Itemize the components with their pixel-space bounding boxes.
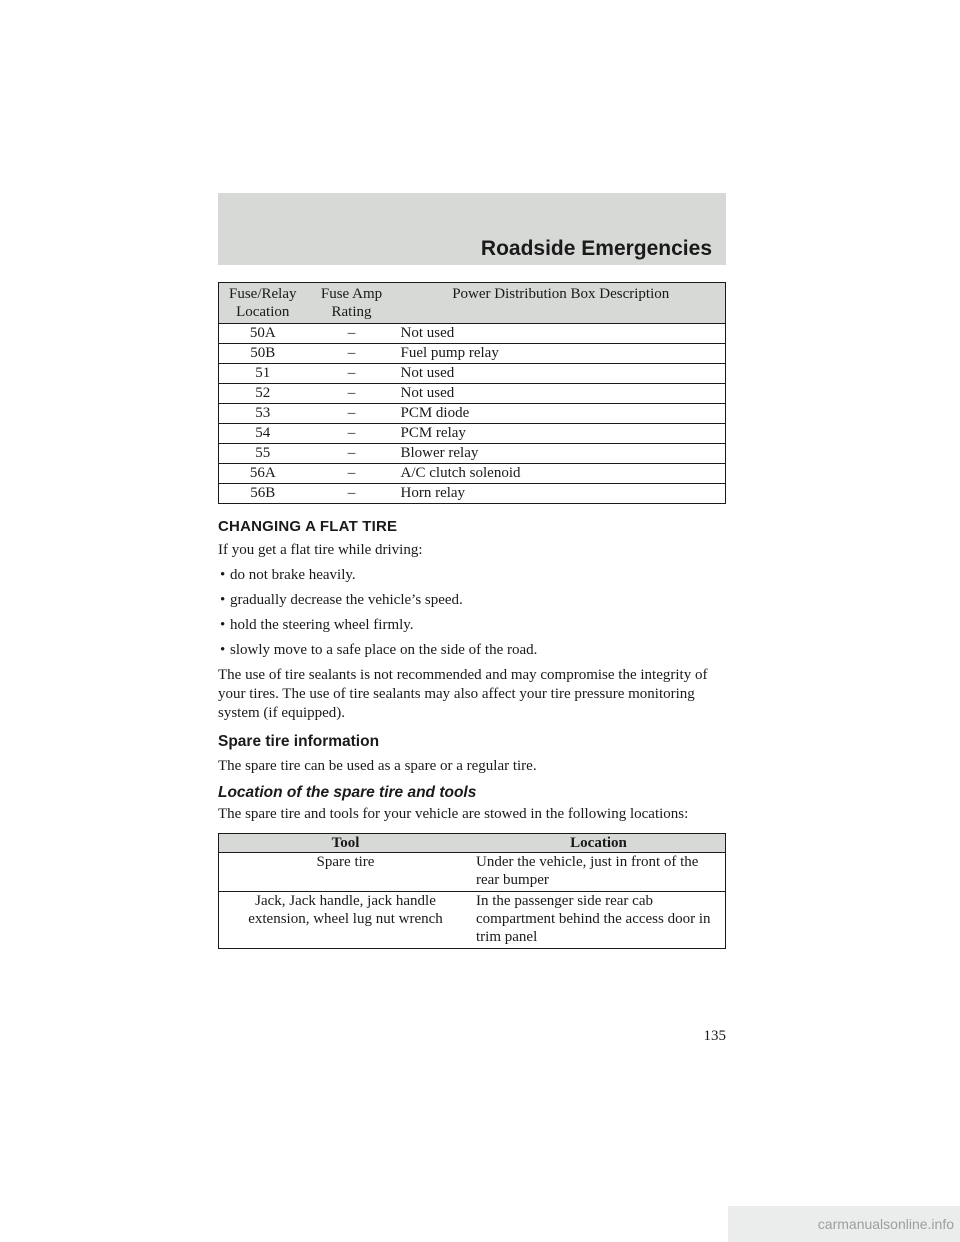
fuse-location-cell: 54 [219, 424, 307, 444]
section-heading: CHANGING A FLAT TIRE [218, 518, 398, 535]
fuse-location-header: Fuse/Relay Location [219, 283, 307, 324]
fuse-description-cell: Not used [397, 364, 726, 384]
list-item-text: slowly move to a safe place on the side of the road. [230, 642, 538, 658]
list-item-text: gradually decrease the vehicle’s speed. [230, 592, 463, 608]
spare-tire-paragraph: The spare tire can be used as a spare or a regular tire. [218, 758, 537, 774]
list-item [218, 566, 726, 585]
tool-cell: Spare tire [219, 853, 473, 892]
page-number: 135 [703, 1028, 726, 1044]
fuse-description-cell: Not used [397, 324, 726, 344]
fuse-amp-header: Fuse Amp Rating [307, 283, 397, 324]
bullet-icon: • [220, 592, 226, 608]
page-content [218, 282, 726, 949]
fuse-amp-cell: – [307, 444, 397, 464]
fuse-amp-cell: – [307, 324, 397, 344]
fuse-location-cell: 56B [219, 484, 307, 504]
bullet-icon: • [220, 617, 226, 633]
location-paragraph: The spare tire and tools for your vehicle are stowed in the following locations: [218, 806, 689, 822]
fuse-amp-cell: – [307, 404, 397, 424]
fuse-location-cell: 52 [219, 384, 307, 404]
list-item [218, 591, 726, 610]
chapter-title: Roadside Emergencies [480, 237, 712, 260]
table-row [219, 384, 726, 404]
fuse-location-cell: 50A [219, 324, 307, 344]
sealant-paragraph: The use of tire sealants is not recommended and may compromise the integrity of your tires. The use of tire sealants may also affect your tire pressure monitoring system (if equipped). [218, 667, 708, 721]
fuse-amp-cell: – [307, 364, 397, 384]
tool-header: Tool [219, 834, 473, 853]
table-row [219, 424, 726, 444]
fuse-description-cell: PCM diode [397, 404, 726, 424]
location-header: Location [472, 834, 726, 853]
table-row [219, 324, 726, 344]
fuse-location-cell: 55 [219, 444, 307, 464]
location-cell: Under the vehicle, just in front of the rear bumper [472, 853, 726, 892]
fuse-description-cell: Fuel pump relay [397, 344, 726, 364]
fuse-amp-cell: – [307, 384, 397, 404]
fuse-amp-cell: – [307, 344, 397, 364]
location-heading: Location of the spare tire and tools [218, 784, 477, 801]
tool-table [218, 833, 726, 949]
fuse-description-cell: Blower relay [397, 444, 726, 464]
watermark: carmanualsonline.info [728, 1206, 960, 1242]
list-item [218, 641, 726, 660]
list-item-text: hold the steering wheel firmly. [230, 617, 414, 633]
fuse-description-cell: PCM relay [397, 424, 726, 444]
bullet-icon: • [220, 567, 226, 583]
fuse-location-cell: 51 [219, 364, 307, 384]
fuse-location-cell: 56A [219, 464, 307, 484]
fuse-description-header: Power Distribution Box Description [397, 283, 726, 324]
tool-cell: Jack, Jack handle, jack handle extension, wheel lug nut wrench [219, 892, 473, 949]
fuse-table-header-row [219, 283, 726, 324]
chapter-header-band [218, 193, 726, 265]
list-item [218, 616, 726, 635]
table-row [219, 444, 726, 464]
table-row [219, 484, 726, 504]
table-row [219, 364, 726, 384]
list-item-text: do not brake heavily. [230, 567, 356, 583]
table-row [219, 892, 726, 949]
bullet-icon: • [220, 642, 226, 658]
table-row [219, 344, 726, 364]
fuse-description-cell: Not used [397, 384, 726, 404]
spare-tire-heading: Spare tire information [218, 733, 380, 750]
fuse-amp-cell: – [307, 424, 397, 444]
tool-table-header-row [219, 834, 726, 853]
table-row [219, 853, 726, 892]
table-row [219, 464, 726, 484]
fuse-description-cell: Horn relay [397, 484, 726, 504]
fuse-location-cell: 50B [219, 344, 307, 364]
fuse-description-cell: A/C clutch solenoid [397, 464, 726, 484]
fuse-table [218, 282, 726, 504]
fuse-amp-cell: – [307, 464, 397, 484]
advice-list [218, 566, 726, 660]
intro-paragraph: If you get a flat tire while driving: [218, 542, 423, 558]
table-row [219, 404, 726, 424]
fuse-amp-cell: – [307, 484, 397, 504]
location-cell: In the passenger side rear cab compartment behind the access door in trim panel [472, 892, 726, 949]
fuse-location-cell: 53 [219, 404, 307, 424]
